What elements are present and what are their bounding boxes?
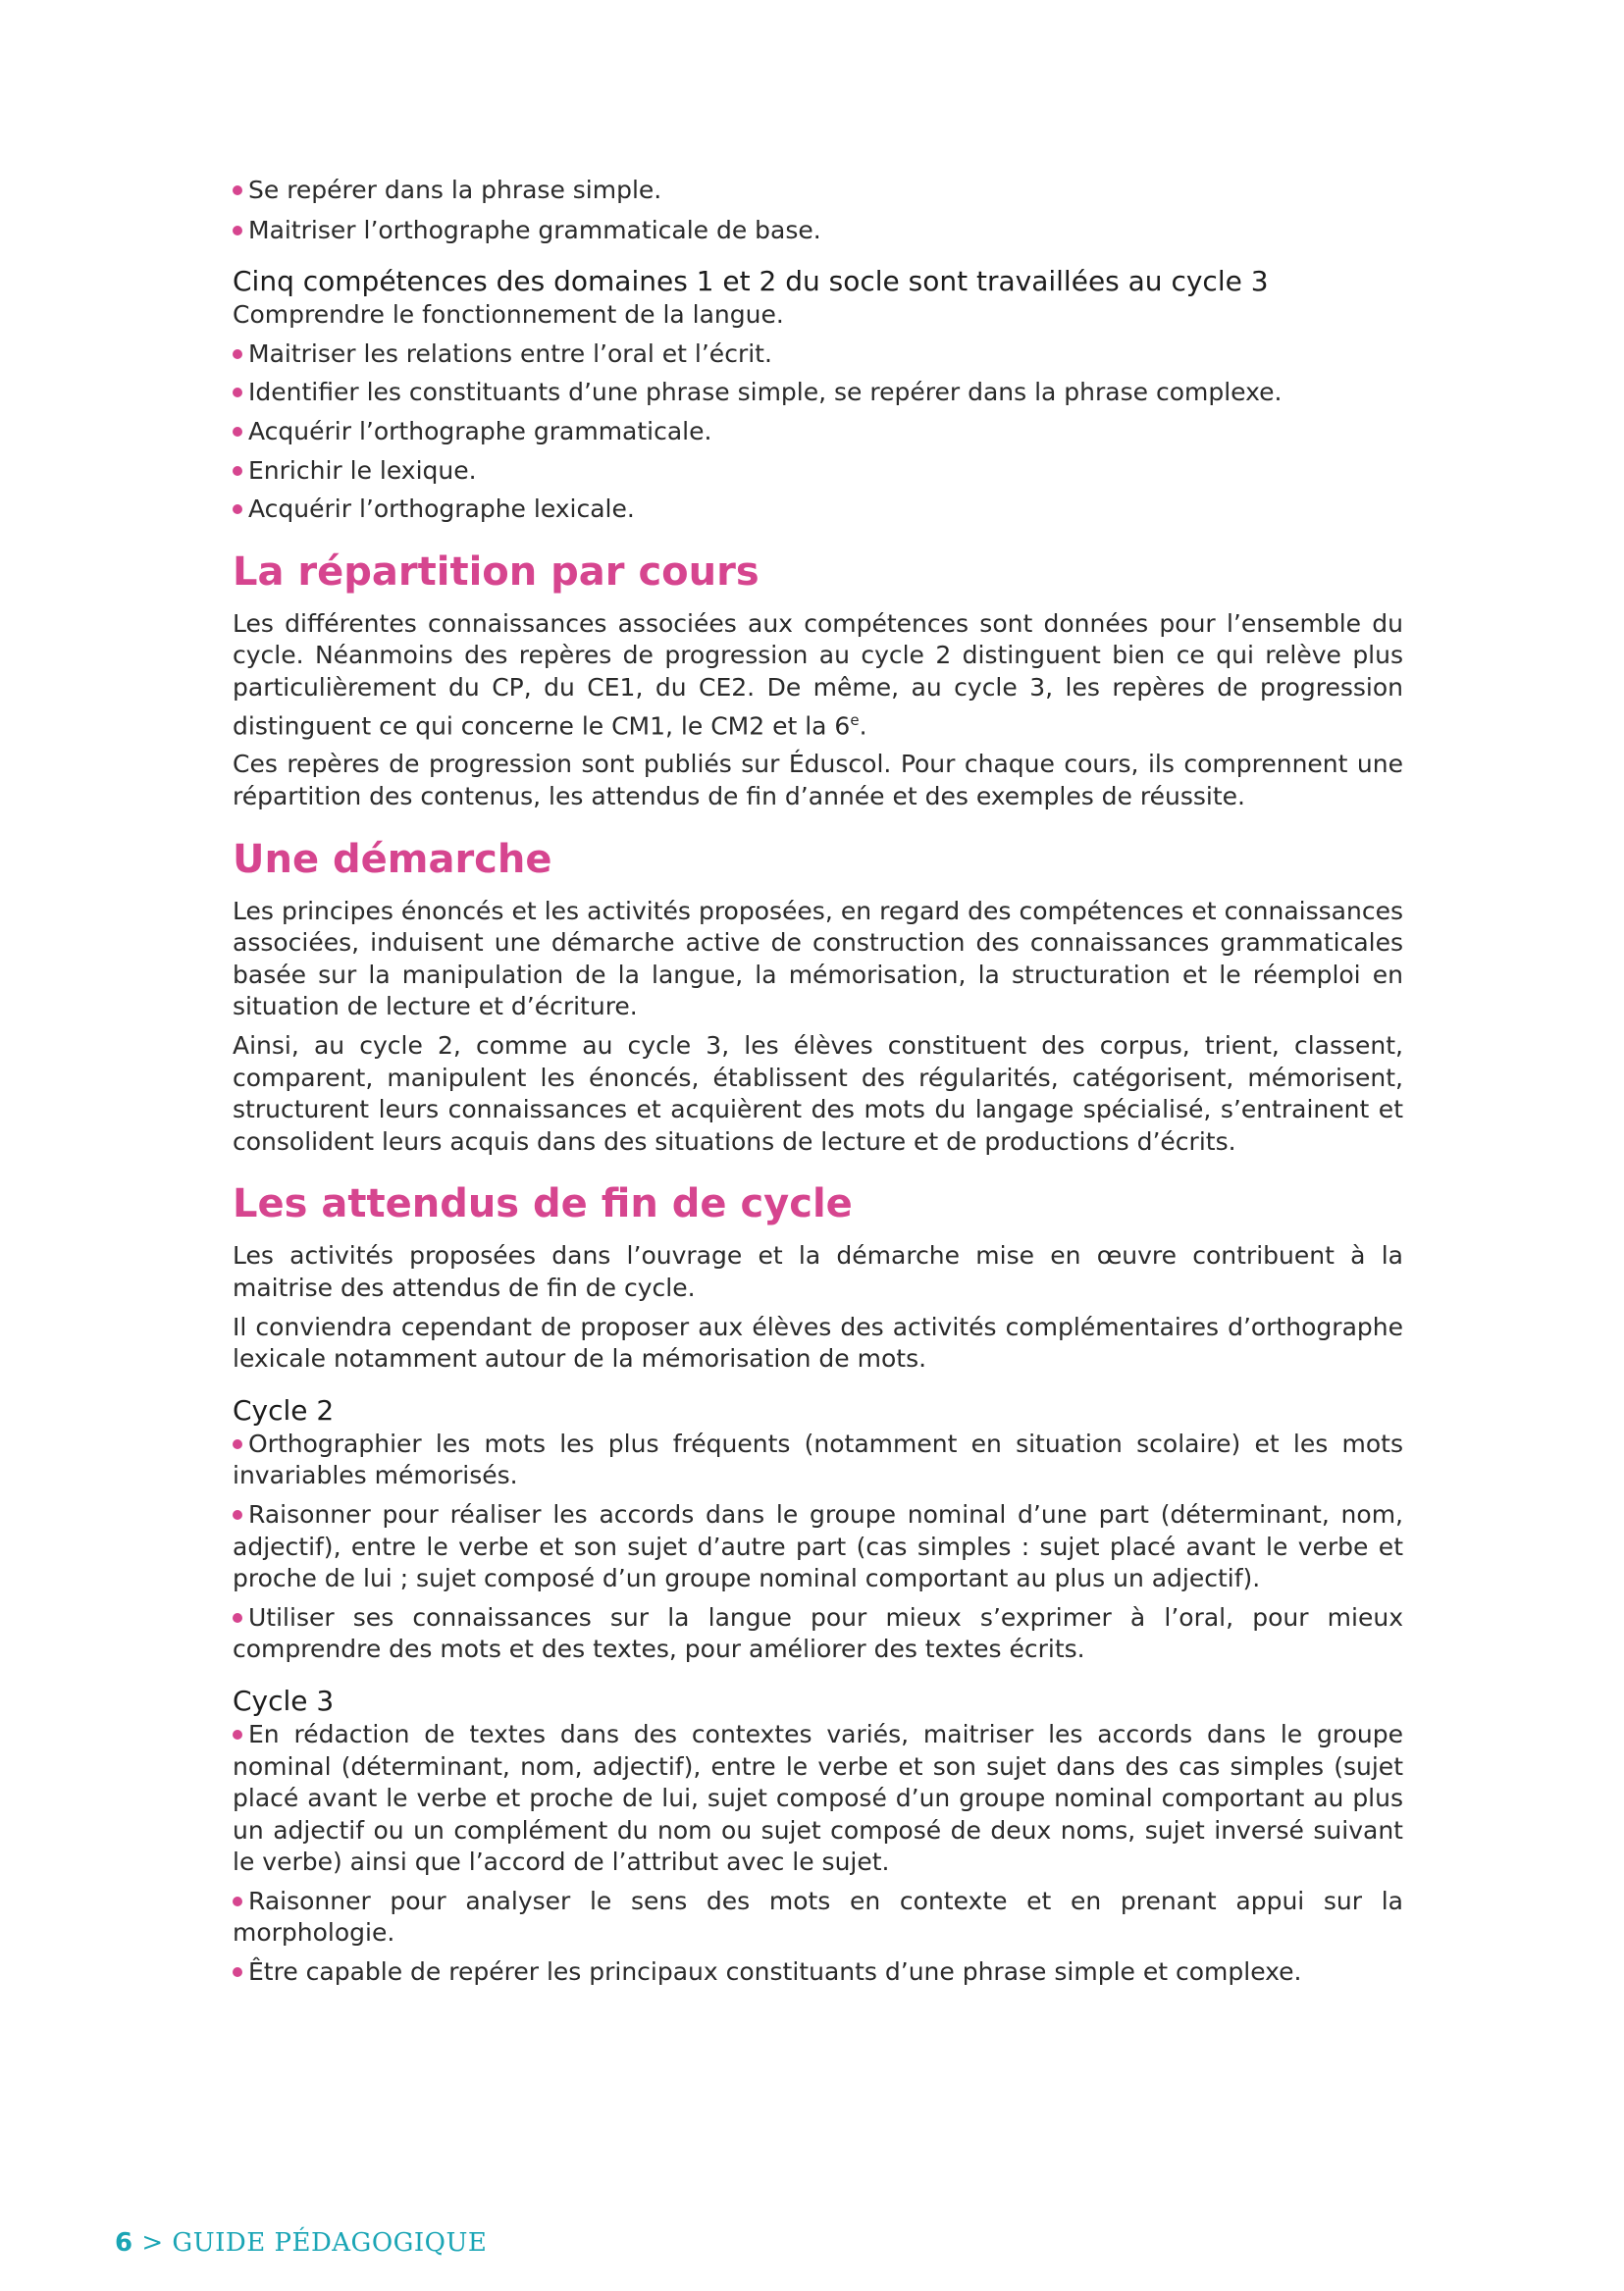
cycle3-heading: Cycle 3 — [233, 1684, 335, 1717]
list-item: Maitriser l’orthographe grammaticale de base. — [233, 215, 1403, 247]
demarche-paragraph-2: Ainsi, au cycle 2, comme au cycle 3, les élèves constituent des corpus, trient, classent, comparent, manipulent les énoncés, établissent des régularités, catégorisent, mémorisent, structurent leurs connaissances et acquièrent des mots du langage spécialisé, s’entrainent et consolident leurs acquis dans des situations de lecture et de productions d’écrits. — [233, 1031, 1403, 1156]
list-item: Raisonner pour analyser le sens des mots en contexte et en prenant appui sur la morphologie. — [233, 1886, 1403, 1948]
bullet-icon — [233, 226, 242, 235]
attendus-paragraph-1: Les activités proposées dans l’ouvrage et la démarche mise en œuvre contribuent à la maitrise des attendus de fin de cycle. — [233, 1241, 1403, 1302]
cycle2-heading: Cycle 2 — [233, 1393, 335, 1427]
page-content — [233, 175, 1403, 1989]
list-item: Acquérir l’orthographe lexicale. — [233, 494, 1403, 526]
section-title-attendus: Les attendus de fin de cycle — [233, 1181, 853, 1227]
bullet-icon — [233, 427, 242, 437]
list-item: Acquérir l’orthographe grammaticale. — [233, 416, 1403, 448]
list-item: Enrichir le lexique. — [233, 455, 1403, 488]
list-item: Maitriser les relations entre l’oral et l’écrit. — [233, 338, 1403, 371]
attendus-paragraph-2: Il conviendra cependant de proposer aux élèves des activités complémentaires d’orthographe lexicale notamment autour de la mémorisation de mots. — [233, 1312, 1403, 1374]
section-title-demarche: Une démarche — [233, 836, 552, 882]
list-item: En rédaction de textes dans des contextes variés, maitriser les accords dans le groupe nominal (déterminant, nom, adjectif), entre le verbe et son sujet dans des cas simples (sujet placé avant le verbe et proche de lui, sujet composé d’un groupe nominal comportant au plus un adjectif ou un complément du nom ou sujet composé de deux noms, sujet inversé suivant le verbe) ainsi que l’accord de l’attribut avec le sujet. — [233, 1719, 1403, 1877]
demarche-paragraph-1: Les principes énoncés et les activités proposées, en regard des compétences et connaissances associées, induisent une démarche active de construction des connaissances grammaticales basée sur la manipulation de la langue, la mémorisation, la structuration et le réemploi en situation de lecture et d’écriture. — [233, 896, 1403, 1021]
page-number: 6 — [115, 2228, 133, 2258]
bullet-icon — [233, 185, 242, 195]
bullet-icon — [233, 349, 242, 359]
bullet-icon — [233, 504, 242, 514]
competences-lead: Comprendre le fonctionnement de la langue. — [233, 300, 784, 330]
page-footer — [115, 2228, 487, 2258]
footer-label: GUIDE PÉDAGOGIQUE — [172, 2228, 488, 2258]
footer-separator: > — [141, 2228, 164, 2258]
list-item: Être capable de repérer les principaux constituants d’une phrase simple et complexe. — [233, 1956, 1403, 1989]
list-item: Raisonner pour réaliser les accords dans le groupe nominal d’une part (déterminant, nom, adjectif), entre le verbe et son sujet d’autre part (cas simples : sujet placé avant le verbe et proche de lui ; sujet composé d’un groupe nominal comportant au plus un adjectif). — [233, 1499, 1403, 1593]
section-title-repartition: La répartition par cours — [233, 548, 760, 595]
list-item: Utiliser ses connaissances sur la langue pour mieux s’exprimer à l’oral, pour mieux comprendre des mots et des textes, pour améliorer des textes écrits. — [233, 1602, 1403, 1664]
bullet-icon — [233, 1613, 242, 1623]
bullet-icon — [233, 1967, 242, 1977]
list-item: Se repérer dans la phrase simple. — [233, 175, 1403, 207]
bullet-icon — [233, 1439, 242, 1449]
list-item: Identifier les constituants d’une phrase simple, se repérer dans la phrase complexe. — [233, 377, 1403, 409]
repartition-paragraph-2: Ces repères de progression sont publiés sur Éduscol. Pour chaque cours, ils comprennent une répartition des contenus, les attendus de fin d’année et des exemples de réussite. — [233, 750, 1403, 811]
repartition-paragraph-1: Les différentes connaissances associées aux compétences sont données pour l’ensemble du cycle. Néanmoins des repères de progression au cycle 2 distinguent bien ce qui relève plus particulièrement du CP, du CE1, du CE2. De même, au cycle 3, les repères de progression distinguent ce qui concerne le CM1, le CM2 et la 6e. — [233, 608, 1403, 740]
bullet-icon — [233, 1897, 242, 1906]
list-item: Orthographier les mots les plus fréquents (notamment en situation scolaire) et les mots invariables mémorisés. — [233, 1429, 1403, 1490]
bullet-icon — [233, 1730, 242, 1740]
competences-heading: Cinq compétences des domaines 1 et 2 du socle sont travaillées au cycle 3 — [233, 265, 1269, 298]
bullet-icon — [233, 1510, 242, 1520]
bullet-icon — [233, 466, 242, 476]
bullet-icon — [233, 388, 242, 397]
